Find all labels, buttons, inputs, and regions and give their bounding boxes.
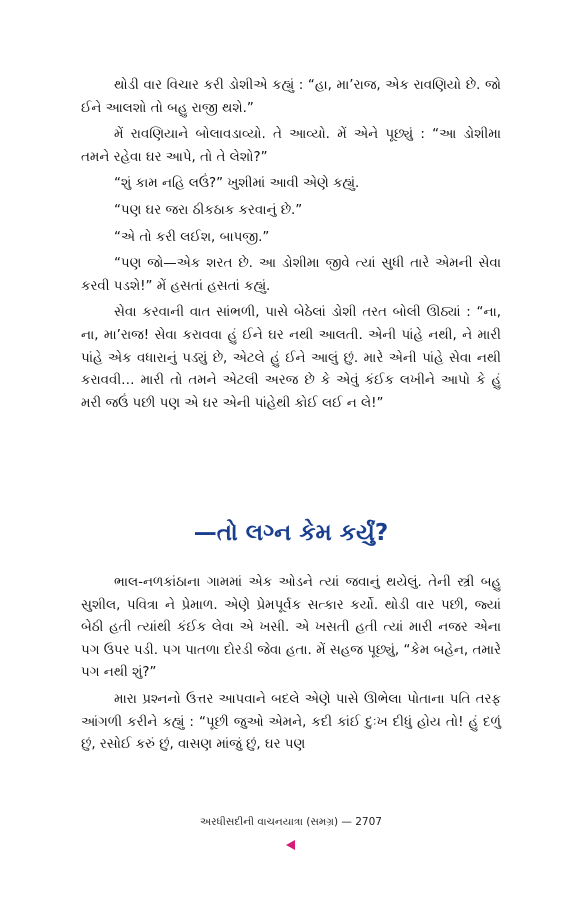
story-section-1	[81, 75, 501, 419]
section-heading: —તો લગ્ન કેમ કર્યું?	[193, 520, 389, 546]
paragraph: “પણ ઘર જરા ઠીકઠાક કરવાનું છે.”	[114, 202, 303, 218]
paragraph: સેવા કરવાની વાત સાંભળી, પાસે બેઠેલાં ડોશી તરત બોલી ઊઠ્યાં : “ના, ના, મા’રાજ! સેવા કરાવવા હું ઈને ઘર નથી આલતી. એની પાંહે નથી, ને મારી પાંહે એક વધારાનું પડ્યું છે, એટલે હું ઈને આલું છું. મારે એની પાંહે સેવા નથી કરાવવી… મારી તો તમને એટલી અરજ છે કે એવું કંઈક લખીને આપો કે હું મરી જઉં પછી પણ એ ઘર એની પાંહેથી કોઈ લઈ ન લે!”	[81, 305, 501, 411]
paragraph: “શું કામ નહિ લઉં?” ખુશીમાં આવી એણે કહ્યું.	[114, 176, 360, 192]
story-section-2	[81, 572, 501, 761]
paragraph: થોડી વાર વિચાર કરી ડોશીએ કહ્યું : “હા, મા’રાજ, એક રાવણિયો છે. જો ઈને આલશો તો બહુ રાજી થશે.”	[81, 78, 501, 116]
paragraph: “પણ જો—એક શરત છે. આ ડોશીમા જીવે ત્યાં સુધી તારે એમની સેવા કરવી પડશે!” મેં હસતાં હસતાં કહ્યું.	[81, 256, 501, 294]
page-footer: અરધીસદીની વાચનયાત્રા (સમગ્ર) — 2707	[200, 816, 382, 828]
paragraph: ભાલ-નળકાંઠાના ગામમાં એક ઓડને ત્યાં જવાનું થયેલું. તેની સ્ત્રી બહુ સુશીલ, પવિત્રા ને પ્રેમાળ. એણે પ્રેમપૂર્વક સત્કાર કર્યો. થોડી વાર પછી, જ્યાં બેઠી હતી ત્યાંથી કંઈક લેવા એ ખસી. એ ખસતી હતી ત્યાં મારી નજર એના પગ ઉપર પડી. પગ પાતળા દોરડી જેવા હતા. મેં સહજ પૂછ્યું, “કેમ બહેન, તમારે પગ નથી શું?”	[81, 575, 501, 681]
paragraph: “એ તો કરી લઈશ, બાપજી.”	[114, 229, 270, 245]
previous-page-arrow-icon[interactable]	[286, 840, 295, 850]
paragraph: મારા પ્રશ્નનો ઉત્તર આપવાને બદલે એણે પાસે ઊભેલા પોતાના પતિ તરફ આંગળી કરીને કહ્યું : “પૂછી જુઓ એમને, કદી કાંઈ દુઃખ દીધું હોય તો! હું દળું છું, રસોઈ કરું છું, વાસણ માંજું છું, ઘર પણ	[81, 691, 501, 753]
paragraph: મેં રાવણિયાને બોલાવડાવ્યો. તે આવ્યો. મેં એને પૂછ્યું : “આ ડોશીમા તમને રહેવા ઘર આપે, તો તે લેશો?”	[81, 127, 501, 165]
